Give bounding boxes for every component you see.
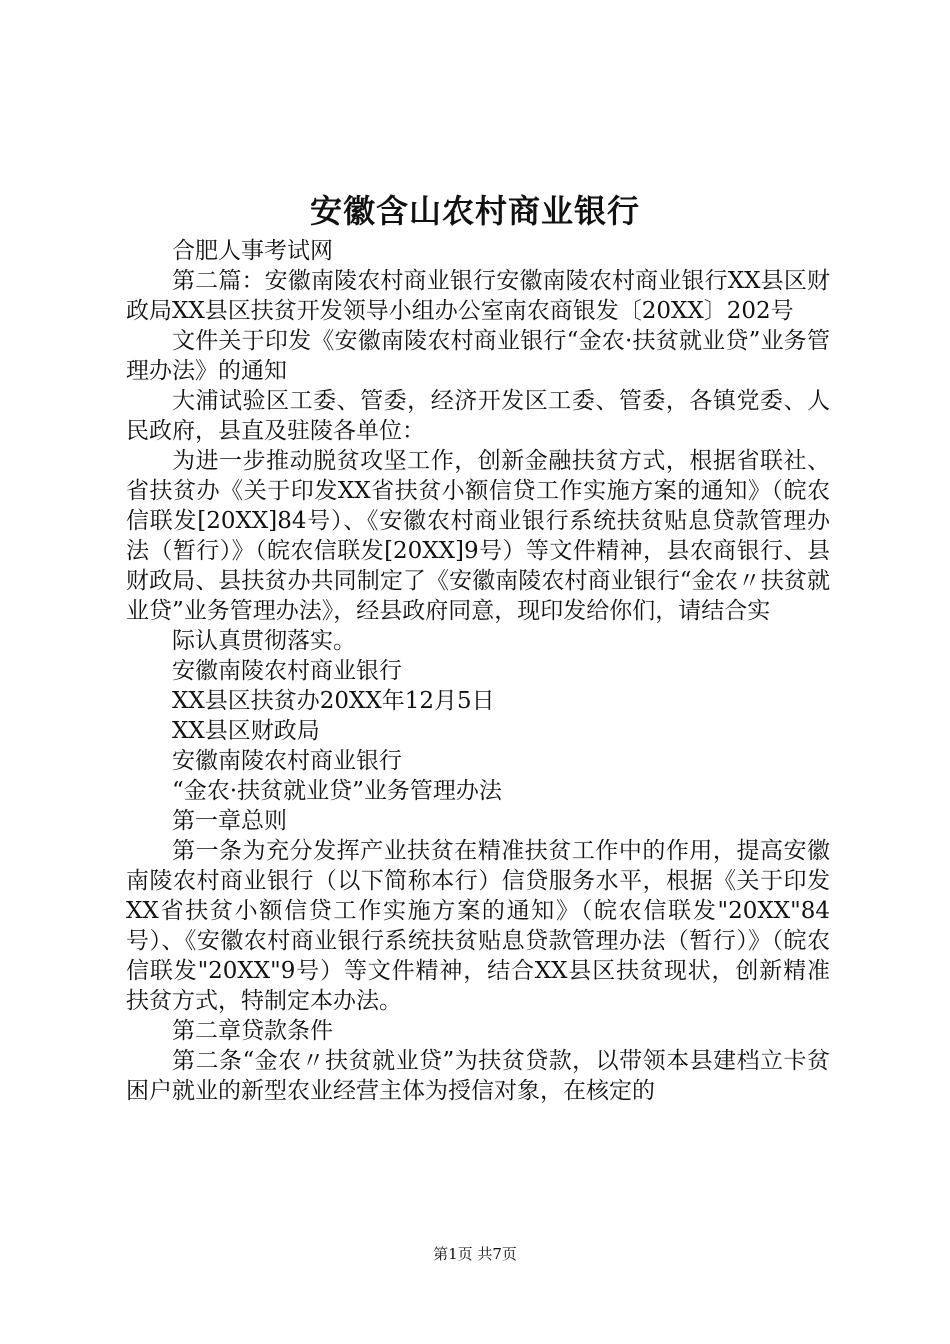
signature-poverty-office-date: XX县区扶贫办20XX年12月5日 [172, 688, 495, 714]
document-title: 安徽含山农村商业银行 [309, 192, 640, 230]
chapter-one-heading: 第一章总则 [172, 808, 287, 834]
paragraph-source: 合肥人事考试网 [172, 238, 333, 264]
page-number: 第1页 共7页 [433, 1245, 517, 1263]
signature-finance-bureau: XX县区财政局 [172, 718, 320, 744]
chapter-two-heading: 第二章贷款条件 [172, 1018, 333, 1044]
paragraph-main-notice: 为进一步推动脱贫攻坚工作，创新金融扶贫方式，根据省联社、省扶贫办《关于印发XX省扶贫小额信贷工作实施方案的通知》（皖农信联发[20XX]84号）、《安徽农村商业银行系统扶贫贴息贷款管理办法（暂行）》（皖农信联发[20XX]9号）等文件精神，县农商银行、县财政局、县扶贫办共同制定了《安徽南陵农村商业银行“金农〃扶贫就业贷”业务管理办法》，经县政府同意，现印发给你们，请结合实 [126, 448, 830, 624]
article-two: 第二条“金农〃扶贫就业贷”为扶贫贷款，以带领本县建档立卡贫困户就业的新型农业经营主体为授信对象，在核定的 [126, 1048, 830, 1104]
regulation-issuer: 安徽南陵农村商业银行 [172, 748, 402, 774]
paragraph-notice-title: 文件关于印发《安徽南陵农村商业银行“金农·扶贫就业贷”业务管理办法》的通知 [126, 328, 830, 384]
signature-bank: 安徽南陵农村商业银行 [172, 658, 402, 684]
paragraph-heading-part-two: 第二篇：安徽南陵农村商业银行安徽南陵农村商业银行XX县区财政局XX县区扶贫开发领导小组办公室南农商银发〔20XX〕202号 [126, 268, 830, 324]
paragraph-recipients: 大浦试验区工委、管委，经济开发区工委、管委，各镇党委、人民政府，县直及驻陵各单位： [126, 388, 830, 444]
document-body [126, 236, 830, 1106]
article-one: 第一条为充分发挥产业扶贫在精准扶贫工作中的作用，提高安徽南陵农村商业银行（以下简称本行）信贷服务水平，根据《关于印发XX省扶贫小额信贷工作实施方案的通知》（皖农信联发"20XX"84号）、《安徽农村商业银行系统扶贫贴息贷款管理办法（暂行）》（皖农信联发"20XX"9号）等文件精神，结合XX县区扶贫现状，创新精准扶贫方式，特制定本办法。 [126, 838, 830, 1014]
paragraph-implementation: 际认真贯彻落实。 [172, 628, 356, 654]
regulation-title: “金农·扶贫就业贷”业务管理办法 [172, 778, 502, 804]
